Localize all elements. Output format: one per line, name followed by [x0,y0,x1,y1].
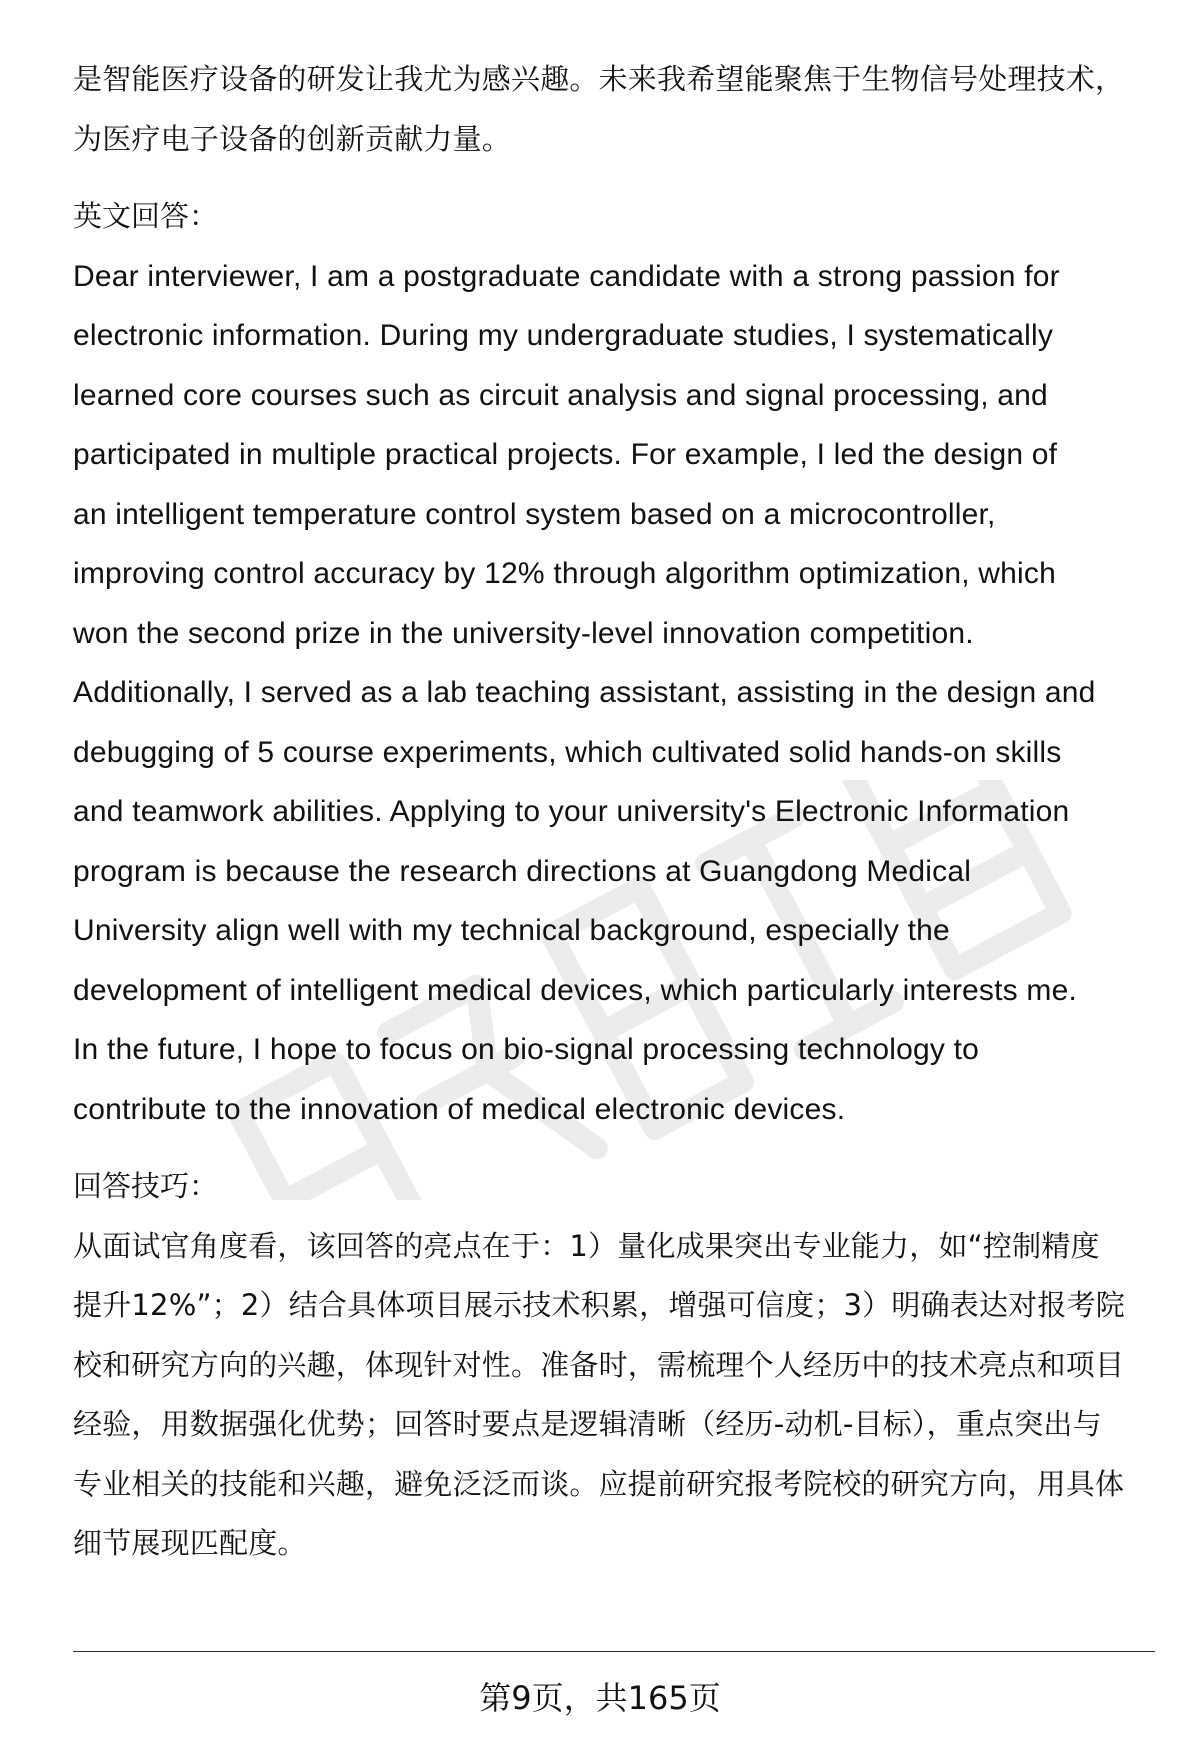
page-content [73,50,1153,1574]
english-line: participated in multiple practical projects. For example, I led the design of [73,438,1058,471]
english-line: program is because the research directions at Guangdong Medical [73,854,972,888]
english-line: and teamwork abilities. Applying to your university's Electronic Information [73,795,1070,828]
tips-line: 经验，用数据强化优势；回答时要点是逻辑清晰（经历-动机-目标），重点突出与 [73,1407,1102,1441]
spacer [73,1139,1153,1157]
tips-line: 细节展现匹配度。 [73,1526,307,1560]
english-line: development of intelligent medical devices, which particularly interests me. [73,973,1077,1007]
answer-tips-paragraph [73,1217,1153,1574]
tips-line: 校和研究方向的兴趣，体现针对性。准备时，需梳理个人经历中的技术亮点和项目 [73,1347,1125,1382]
intro-paragraph [73,50,1153,169]
english-answer-paragraph [73,247,1153,1140]
tips-line: 从面试官角度看，该回答的亮点在于：1）量化成果突出专业能力，如“控制精度 [73,1228,1100,1263]
english-line: contribute to the innovation of medical electronic devices. [73,1092,846,1126]
intro-line: 是智能医疗设备的研发让我尤为感兴趣。未来我希望能聚焦于生物信号处理技术， [73,62,1125,96]
footer-divider [73,1651,1155,1652]
spacer [73,169,1153,187]
english-line: Additionally, I served as a lab teaching assistant, assisting in the design and [73,676,1096,709]
english-line: improving control accuracy by 12% through algorithm optimization, which [73,557,1056,590]
english-line: electronic information. During my undergraduate studies, I systematically [73,319,1054,352]
answer-tips-heading: 回答技巧： [73,1169,219,1203]
english-answer-heading: 英文回答： [73,199,219,233]
english-line: In the future, I hope to focus on bio-signal processing technology to [73,1033,980,1066]
english-line: an intelligent temperature control system based on a microcontroller, [73,497,996,531]
english-line: University align well with my technical background, especially the [73,914,950,947]
page-number: 第9页，共165页 [479,1679,721,1717]
english-line: won the second prize in the university-level innovation competition. [73,616,974,650]
english-line: Dear interviewer, I am a postgraduate candidate with a strong passion for [73,259,1060,293]
intro-line: 为医疗电子设备的创新贡献力量。 [73,121,512,156]
english-line: learned core courses such as circuit analysis and signal processing, and [73,378,1048,412]
english-line: debugging of 5 course experiments, which cultivated solid hands-on skills [73,735,1062,769]
tips-line: 专业相关的技能和兴趣，避免泛泛而谈。应提前研究报考院校的研究方向，用具体 [73,1466,1125,1501]
tips-line: 提升12%”；2）结合具体项目展示技术积累，增强可信度；3）明确表达对报考院 [73,1288,1125,1322]
